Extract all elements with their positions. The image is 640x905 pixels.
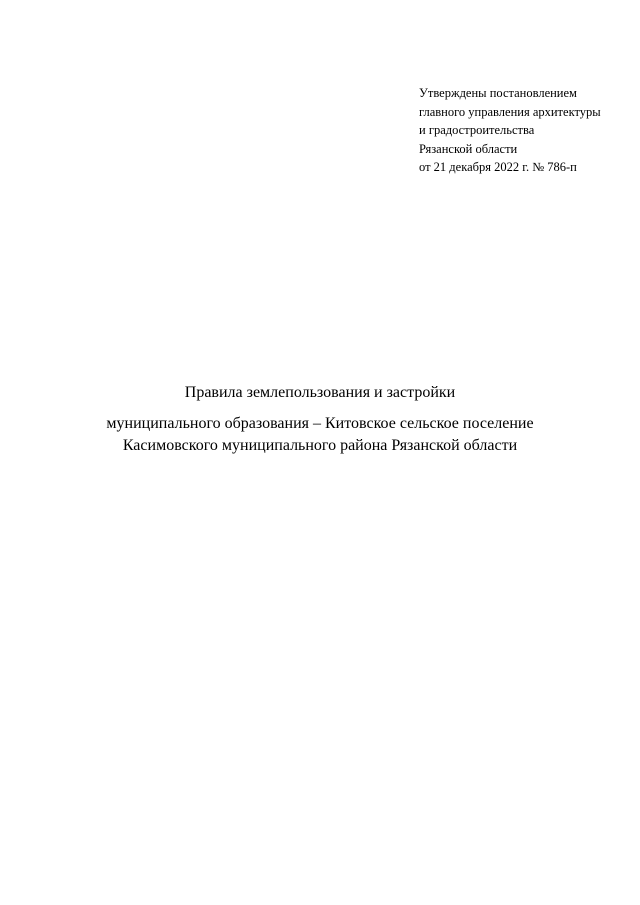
- document-title: [0, 383, 640, 457]
- approval-line: Утверждены постановлением: [419, 86, 577, 100]
- approval-line: главного управления архитектуры: [419, 104, 601, 119]
- approval-line: и градостроительства: [419, 123, 535, 137]
- approval-date-line: от 21 декабря 2022 г. № 786-п: [419, 160, 577, 174]
- approval-stamp: [419, 84, 634, 177]
- title-heading: Правила землепользования и застройки: [184, 384, 456, 401]
- title-district: Касимовского муниципального района Рязанской области: [122, 437, 518, 454]
- title-municipality: муниципального образования – Китовское сельское поселение: [106, 415, 534, 432]
- approval-line: Рязанской области: [419, 141, 518, 156]
